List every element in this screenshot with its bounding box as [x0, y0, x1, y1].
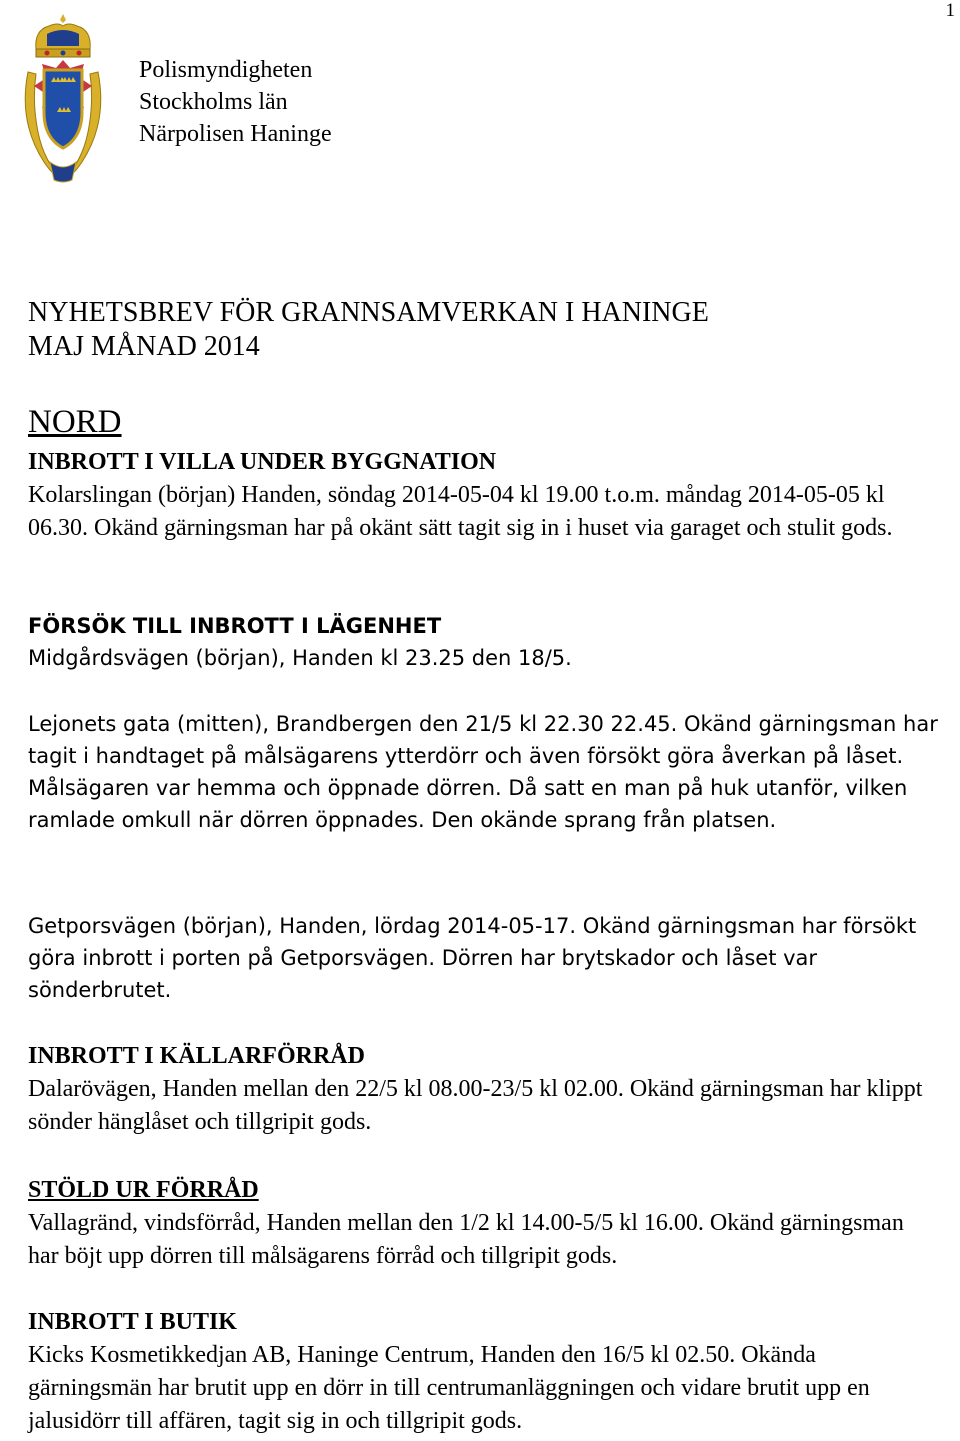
swedish-police-emblem-icon [14, 12, 112, 188]
section-heading: INBROTT I BUTIK [28, 1309, 237, 1335]
section-lagenhet [28, 610, 938, 674]
org-line: Polismyndigheten [139, 57, 313, 83]
section-butik [28, 1306, 938, 1438]
newsletter-title [28, 296, 709, 364]
section-text: Dalarövägen, Handen mellan den 22/5 kl 08.00-23/5 kl 02.00. Okänd gärningsman har klippt sönder hänglåset och tillgripit gods. [28, 1076, 923, 1135]
page-number: 1 [945, 0, 955, 21]
title-line: MAJ MÅNAD 2014 [28, 331, 260, 362]
section-heading: FÖRSÖK TILL INBROTT I LÄGENHET [28, 614, 442, 638]
section-text: Kolarslingan (början) Handen, söndag 2014-05-04 kl 19.00 t.o.m. måndag 2014-05-05 kl 06.30. Okänd gärningsman har på okänt sätt tagit sig in i huset via garaget och stulit gods. [28, 482, 893, 541]
section-heading: INBROTT I VILLA UNDER BYGGNATION [28, 449, 497, 475]
section-text: Lejonets gata (mitten), Brandbergen den 21/5 kl 22.30 22.45. Okänd gärningsman har tagit i handtaget på målsägarens ytterdörr och även försökt göra åverkan på låset. Målsägaren var hemma och öppnade dörren. Då satt en man på huk utanför, vilken ramlade omkull när dörren öppnades. Den okände sprang från platsen. [28, 712, 938, 832]
section-text: Vallagränd, vindsförråd, Handen mellan den 1/2 kl 14.00-5/5 kl 16.00. Okänd gärningsman har böjt upp dörren till målsägarens förråd och tillgripit gods. [28, 1210, 904, 1269]
section-getporsvagen [28, 910, 938, 1006]
region-heading: NORD [28, 404, 122, 440]
org-line: Närpolisen Haninge [139, 121, 332, 147]
organization-header [139, 54, 332, 150]
org-line: Stockholms län [139, 89, 288, 115]
section-lejonets [28, 708, 938, 836]
section-kallarforrad [28, 1040, 938, 1139]
section-heading: STÖLD UR FÖRRÅD [28, 1177, 259, 1203]
section-text: Getporsvägen (början), Handen, lördag 2014-05-17. Okänd gärningsman har försökt göra inbrott i porten på Getporsvägen. Dörren har brytskador och låset var sönderbrutet. [28, 914, 917, 1002]
section-heading: INBROTT I KÄLLARFÖRRÅD [28, 1043, 365, 1069]
title-line: NYHETSBREV FÖR GRANNSAMVERKAN I HANINGE [28, 297, 709, 328]
section-text: Midgårdsvägen (början), Handen kl 23.25 den 18/5. [28, 646, 572, 670]
section-text: Kicks Kosmetikkedjan AB, Haninge Centrum, Handen den 16/5 kl 02.50. Okända gärningsmän har brutit upp en dörr in till centrumanläggningen och vidare brutit upp en jalusidörr till affären, tagit sig in och tillgripit gods. [28, 1342, 870, 1434]
section-forrad [28, 1174, 938, 1273]
section-villa [28, 446, 938, 545]
